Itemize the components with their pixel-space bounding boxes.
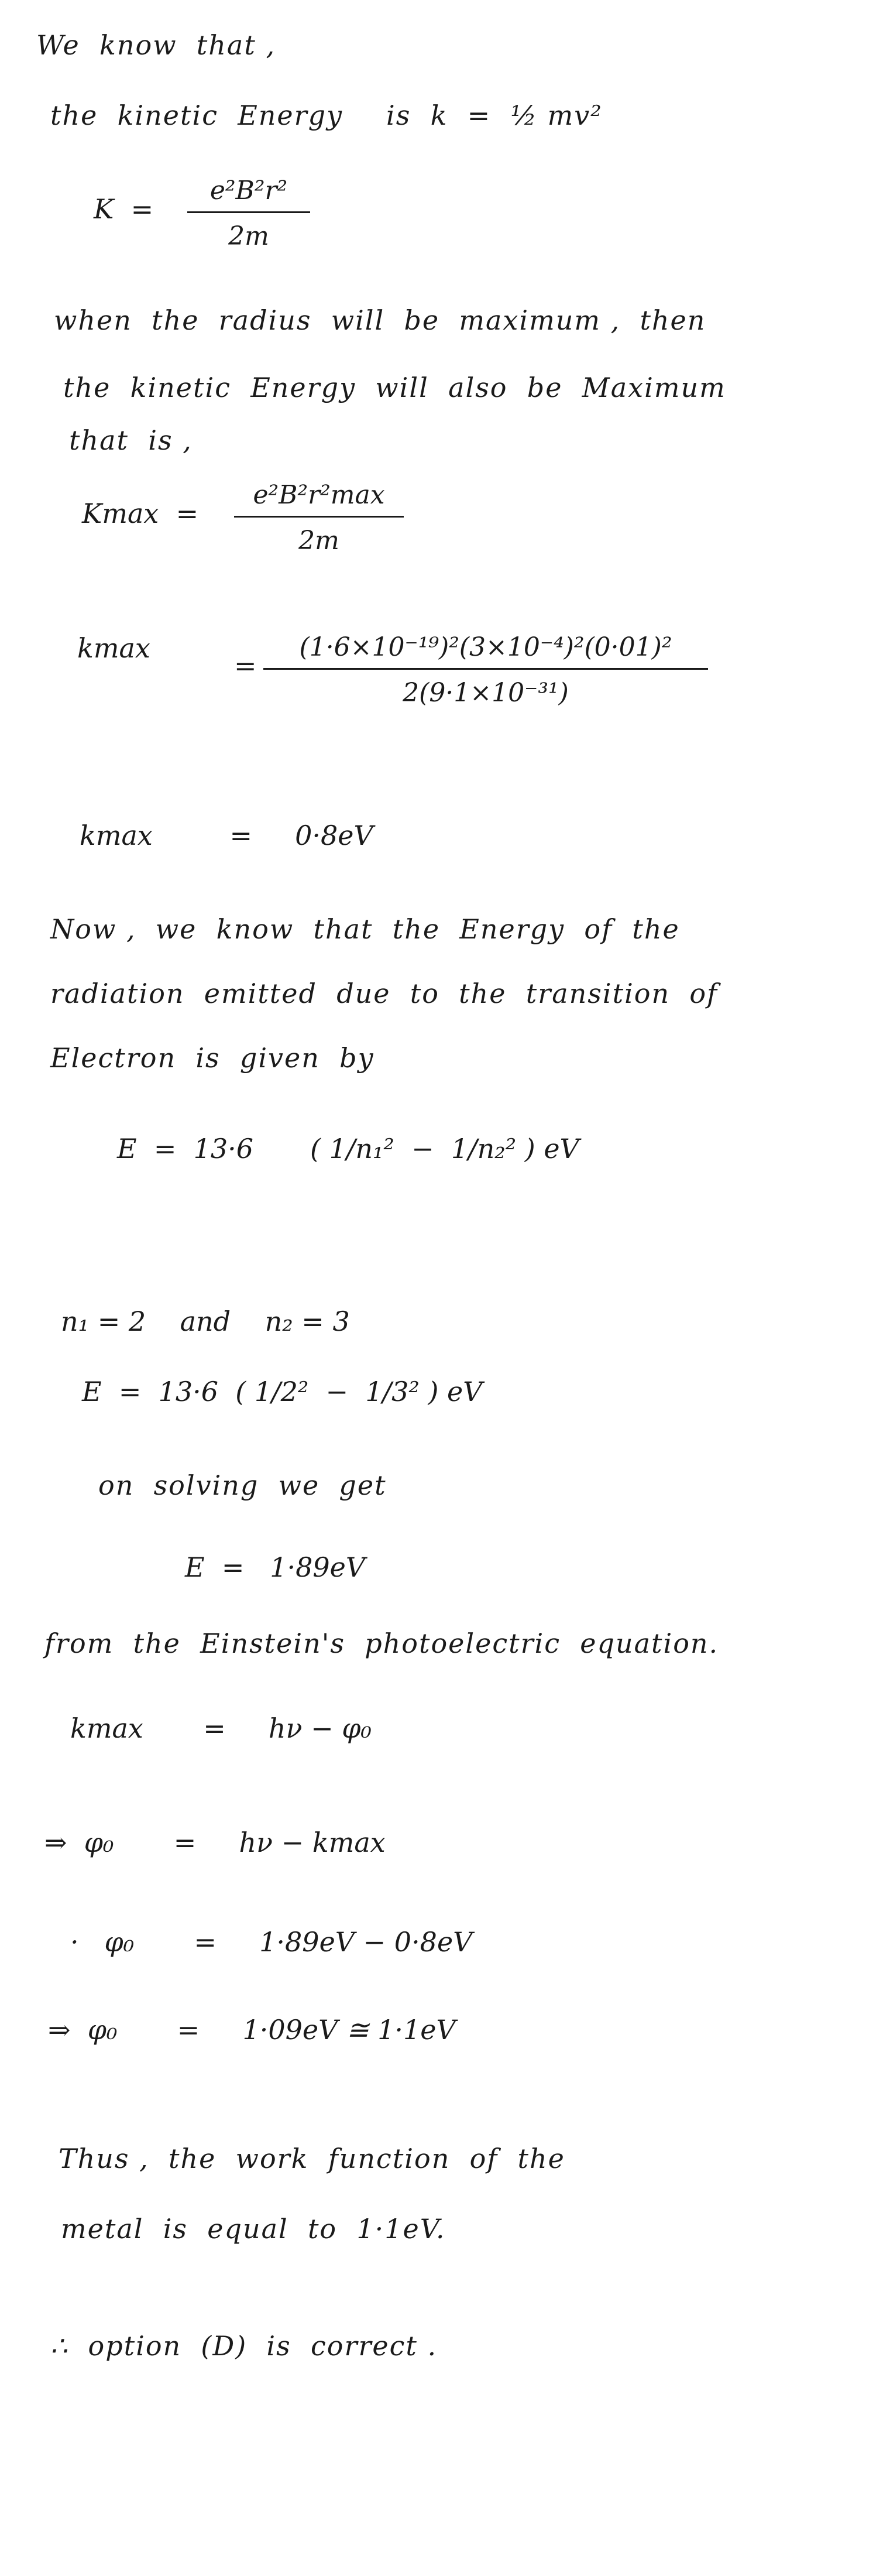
- equation-kmax2-numerator: (1·6×10⁻¹⁹)²(3×10⁻⁴)²(0·01)²: [299, 632, 672, 662]
- text-line-thus: Thus , the work function of the: [59, 2143, 565, 2174]
- equation-energy-substituted: E = 13·6 ( 1/2² − 1/3² ) eV: [82, 1376, 483, 1407]
- equation-energy-bracket: ( 1/n₁² − 1/n₂² ) eV: [310, 1133, 579, 1164]
- equation-k-numerator: e²B²r²: [209, 176, 288, 205]
- equation-energy-lhs: E = 13·6: [117, 1133, 254, 1164]
- text-line-transition: radiation emitted due to the transition of: [50, 978, 719, 1009]
- text-line-work-function: metal is equal to 1·1eV.: [61, 2213, 446, 2245]
- text-line-kinetic-energy: the kinetic Energy: [50, 100, 343, 131]
- equation-photoelectric-3: · φ₀ = 1·89eV − 0·8eV: [70, 1926, 473, 1958]
- equation-kmax1-lhs: Kmax =: [82, 498, 199, 529]
- equation-energy-result: E = 1·89eV: [185, 1551, 366, 1583]
- text-line-answer: ∴ option (D) is correct .: [50, 2330, 438, 2362]
- equation-kmax-result: kmax = 0·8eV: [80, 820, 373, 851]
- text-line-on-solving: on solving we get: [98, 1469, 387, 1501]
- equation-kmax2-fraction: [263, 632, 708, 708]
- equation-kmax1-denominator: 2m: [298, 526, 339, 556]
- equation-k-fraction: [187, 176, 310, 251]
- text-line-kinetic-max: the kinetic Energy will also be Maximum: [63, 372, 726, 403]
- equation-k-denominator: 2m: [228, 221, 269, 251]
- text-line-kinetic-formula: is k = ½ mv²: [386, 100, 603, 131]
- equation-photoelectric-4: ⇒ φ₀ = 1·09eV ≅ 1·1eV: [48, 2014, 456, 2046]
- equation-kmax2-equals: =: [234, 650, 257, 681]
- equation-k-lhs: K =: [94, 193, 154, 225]
- text-line-that-is: that is ,: [69, 424, 193, 456]
- text-line-photoelectric: from the Einstein's photoelectric equation.: [44, 1628, 719, 1659]
- text-line-intro: We know that ,: [36, 29, 276, 61]
- fraction-bar: [187, 211, 310, 213]
- fraction-bar: [263, 668, 708, 670]
- equation-photoelectric-2: ⇒ φ₀ = hν − kmax: [44, 1827, 386, 1858]
- equation-kmax2-lhs: kmax: [77, 632, 150, 664]
- equation-kmax2-denominator: 2(9·1×10⁻³¹): [403, 678, 569, 708]
- equation-kmax1-numerator: e²B²r²max: [253, 480, 385, 510]
- text-line-radius-max: when the radius will be maximum , then: [54, 304, 706, 336]
- fraction-bar: [234, 516, 404, 518]
- equation-photoelectric-1: kmax = hν − φ₀: [70, 1712, 372, 1744]
- equation-kmax1-fraction: [234, 480, 404, 556]
- text-line-given-by: Electron is given by: [50, 1042, 374, 1074]
- equation-n-values: n₁ = 2 and n₂ = 3: [61, 1306, 350, 1337]
- text-line-energy-radiation: Now , we know that the Energy of the: [50, 913, 680, 945]
